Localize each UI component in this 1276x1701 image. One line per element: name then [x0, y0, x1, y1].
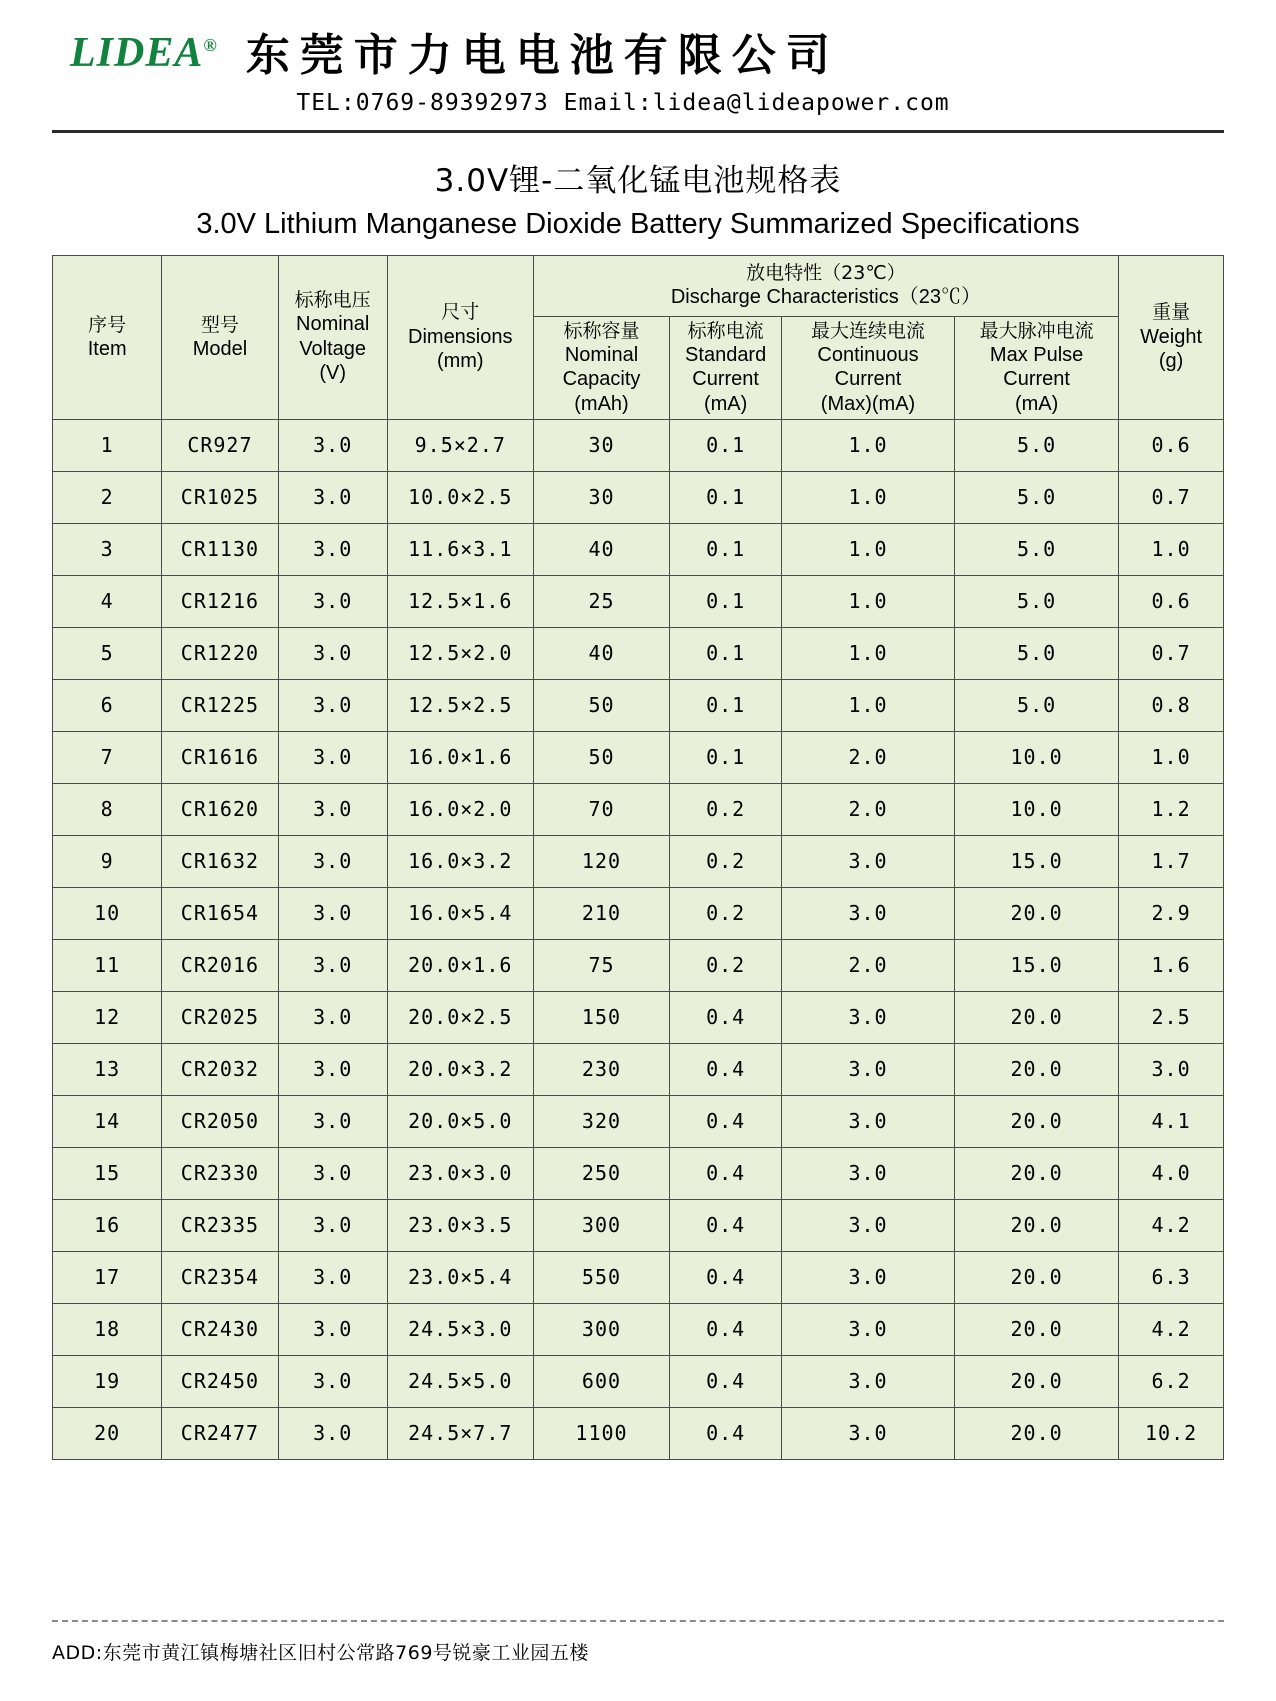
footer-divider	[52, 1620, 1224, 1622]
cell-standard: 0.4	[670, 1303, 782, 1355]
table-row	[53, 783, 1224, 835]
cell-model: CR1616	[162, 731, 278, 783]
cell-item: 13	[53, 1043, 162, 1095]
cell-capacity: 320	[533, 1095, 670, 1147]
cell-item: 16	[53, 1199, 162, 1251]
cell-dimensions: 24.5×5.0	[387, 1355, 533, 1407]
cell-model: CR1632	[162, 835, 278, 887]
cell-voltage: 3.0	[278, 887, 387, 939]
cell-item: 1	[53, 419, 162, 471]
cell-capacity: 300	[533, 1303, 670, 1355]
cell-weight: 0.6	[1119, 419, 1224, 471]
cell-continuous: 3.0	[781, 1303, 954, 1355]
cell-standard: 0.1	[670, 419, 782, 471]
header-pulse-cn: 最大脉冲电流	[979, 319, 1094, 342]
table-body	[53, 419, 1224, 1459]
cell-capacity: 230	[533, 1043, 670, 1095]
cell-dimensions: 16.0×5.4	[387, 887, 533, 939]
cell-continuous: 1.0	[781, 523, 954, 575]
cell-dimensions: 23.0×3.5	[387, 1199, 533, 1251]
table-row	[53, 939, 1224, 991]
cell-continuous: 3.0	[781, 991, 954, 1043]
table-row	[53, 523, 1224, 575]
cell-pulse: 10.0	[955, 731, 1119, 783]
cell-voltage: 3.0	[278, 1199, 387, 1251]
cell-item: 20	[53, 1407, 162, 1459]
header-item-en: Item	[87, 337, 127, 360]
table-row	[53, 1199, 1224, 1251]
company-name-cn: 东莞市力电电池有限公司	[245, 30, 840, 81]
cell-weight: 4.2	[1119, 1199, 1224, 1251]
cell-continuous: 3.0	[781, 1043, 954, 1095]
cell-capacity: 50	[533, 679, 670, 731]
cell-model: CR1654	[162, 887, 278, 939]
table-row	[53, 991, 1224, 1043]
table-row	[53, 1043, 1224, 1095]
table-row	[53, 1303, 1224, 1355]
table-row	[53, 731, 1224, 783]
cell-pulse: 5.0	[955, 523, 1119, 575]
cell-voltage: 3.0	[278, 731, 387, 783]
header-weight	[1119, 256, 1224, 420]
cell-capacity: 40	[533, 627, 670, 679]
cell-item: 8	[53, 783, 162, 835]
cell-capacity: 40	[533, 523, 670, 575]
cell-voltage: 3.0	[278, 783, 387, 835]
table-row	[53, 1251, 1224, 1303]
cell-continuous: 2.0	[781, 939, 954, 991]
cell-voltage: 3.0	[278, 1147, 387, 1199]
header-capacity-en: Nominal Capacity	[562, 343, 641, 391]
cell-dimensions: 23.0×3.0	[387, 1147, 533, 1199]
cell-weight: 10.2	[1119, 1407, 1224, 1459]
cell-model: CR927	[162, 419, 278, 471]
header-weight-cn: 重量	[1152, 301, 1191, 324]
cell-voltage: 3.0	[278, 523, 387, 575]
cell-dimensions: 20.0×3.2	[387, 1043, 533, 1095]
cell-voltage: 3.0	[278, 835, 387, 887]
header-standard-en: Standard Current	[685, 343, 767, 391]
header-continuous-en: Continuous Current	[817, 343, 919, 391]
header-nominal-voltage	[278, 256, 387, 420]
cell-capacity: 550	[533, 1251, 670, 1303]
cell-standard: 0.4	[670, 1095, 782, 1147]
cell-capacity: 210	[533, 887, 670, 939]
cell-weight: 0.6	[1119, 575, 1224, 627]
cell-continuous: 1.0	[781, 679, 954, 731]
cell-pulse: 5.0	[955, 679, 1119, 731]
cell-item: 19	[53, 1355, 162, 1407]
table-row	[53, 471, 1224, 523]
table-row	[53, 575, 1224, 627]
cell-item: 4	[53, 575, 162, 627]
cell-standard: 0.4	[670, 991, 782, 1043]
cell-standard: 0.2	[670, 887, 782, 939]
cell-capacity: 30	[533, 471, 670, 523]
cell-dimensions: 11.6×3.1	[387, 523, 533, 575]
cell-weight: 1.6	[1119, 939, 1224, 991]
table-row	[53, 679, 1224, 731]
header-standard-unit: (mA)	[703, 392, 748, 415]
table-row	[53, 835, 1224, 887]
header-weight-unit: (g)	[1158, 350, 1184, 373]
header-model	[162, 256, 278, 420]
cell-pulse: 20.0	[955, 1355, 1119, 1407]
cell-capacity: 250	[533, 1147, 670, 1199]
cell-item: 12	[53, 991, 162, 1043]
cell-voltage: 3.0	[278, 991, 387, 1043]
cell-item: 7	[53, 731, 162, 783]
cell-voltage: 3.0	[278, 471, 387, 523]
cell-weight: 2.9	[1119, 887, 1224, 939]
cell-capacity: 30	[533, 419, 670, 471]
cell-item: 2	[53, 471, 162, 523]
cell-continuous: 1.0	[781, 471, 954, 523]
cell-continuous: 3.0	[781, 835, 954, 887]
table-row	[53, 887, 1224, 939]
page-header	[52, 0, 1224, 133]
page-title-cn: 3.0V锂-二氧化锰电池规格表	[434, 163, 842, 199]
cell-capacity: 150	[533, 991, 670, 1043]
cell-standard: 0.1	[670, 679, 782, 731]
cell-model: CR2335	[162, 1199, 278, 1251]
cell-capacity: 1100	[533, 1407, 670, 1459]
header-continuous-cn: 最大连续电流	[811, 319, 926, 342]
cell-model: CR2025	[162, 991, 278, 1043]
cell-continuous: 1.0	[781, 419, 954, 471]
cell-standard: 0.2	[670, 939, 782, 991]
cell-item: 15	[53, 1147, 162, 1199]
header-voltage-en: Nominal Voltage	[296, 313, 370, 360]
cell-continuous: 2.0	[781, 731, 954, 783]
cell-model: CR2354	[162, 1251, 278, 1303]
header-dimensions	[387, 256, 533, 420]
cell-item: 18	[53, 1303, 162, 1355]
header-item	[53, 256, 162, 420]
cell-model: CR2032	[162, 1043, 278, 1095]
cell-pulse: 20.0	[955, 1147, 1119, 1199]
table-row	[53, 1095, 1224, 1147]
header-model-en: Model	[192, 337, 248, 360]
cell-continuous: 1.0	[781, 627, 954, 679]
table-row	[53, 419, 1224, 471]
cell-item: 11	[53, 939, 162, 991]
cell-standard: 0.4	[670, 1199, 782, 1251]
table-row	[53, 1407, 1224, 1459]
cell-pulse: 20.0	[955, 887, 1119, 939]
header-discharge-en: Discharge Characteristics（23℃）	[670, 286, 981, 309]
page-title-en: 3.0V Lithium Manganese Dioxide Battery Summarized Specifications	[196, 208, 1080, 240]
cell-weight: 0.7	[1119, 627, 1224, 679]
cell-standard: 0.1	[670, 627, 782, 679]
cell-capacity: 70	[533, 783, 670, 835]
header-model-cn: 型号	[200, 313, 239, 336]
cell-voltage: 3.0	[278, 419, 387, 471]
table-header	[53, 256, 1224, 420]
cell-standard: 0.2	[670, 783, 782, 835]
cell-voltage: 3.0	[278, 575, 387, 627]
cell-pulse: 5.0	[955, 471, 1119, 523]
company-logo	[70, 32, 218, 74]
table-row	[53, 1147, 1224, 1199]
cell-dimensions: 10.0×2.5	[387, 471, 533, 523]
cell-pulse: 20.0	[955, 1095, 1119, 1147]
footer-address: ADD:东莞市黄江镇梅塘社区旧村公常路769号锐豪工业园五楼	[52, 1642, 589, 1664]
cell-pulse: 20.0	[955, 1043, 1119, 1095]
cell-item: 9	[53, 835, 162, 887]
cell-standard: 0.4	[670, 1251, 782, 1303]
header-dimensions-cn: 尺寸	[441, 301, 480, 324]
cell-dimensions: 16.0×3.2	[387, 835, 533, 887]
header-dimensions-unit: (mm)	[436, 350, 484, 373]
cell-dimensions: 12.5×1.6	[387, 575, 533, 627]
page-footer	[52, 1620, 1224, 1665]
cell-item: 6	[53, 679, 162, 731]
cell-dimensions: 24.5×3.0	[387, 1303, 533, 1355]
cell-voltage: 3.0	[278, 1095, 387, 1147]
cell-voltage: 3.0	[278, 679, 387, 731]
header-dimensions-en: Dimensions	[408, 325, 513, 348]
cell-dimensions: 20.0×2.5	[387, 991, 533, 1043]
cell-capacity: 50	[533, 731, 670, 783]
cell-continuous: 3.0	[781, 1095, 954, 1147]
cell-standard: 0.1	[670, 471, 782, 523]
header-item-cn: 序号	[88, 313, 127, 336]
cell-item: 17	[53, 1251, 162, 1303]
cell-pulse: 20.0	[955, 991, 1119, 1043]
cell-standard: 0.1	[670, 731, 782, 783]
cell-standard: 0.4	[670, 1355, 782, 1407]
cell-model: CR2016	[162, 939, 278, 991]
logo-text: LIDEA	[70, 30, 204, 76]
cell-model: CR2330	[162, 1147, 278, 1199]
cell-dimensions: 20.0×1.6	[387, 939, 533, 991]
header-voltage-unit: (V)	[319, 362, 347, 385]
cell-capacity: 300	[533, 1199, 670, 1251]
cell-continuous: 3.0	[781, 1251, 954, 1303]
cell-item: 5	[53, 627, 162, 679]
header-pulse-en: Max Pulse Current	[989, 343, 1084, 391]
header-standard-cn: 标称电流	[687, 319, 764, 342]
cell-weight: 1.0	[1119, 523, 1224, 575]
table-row	[53, 1355, 1224, 1407]
cell-capacity: 120	[533, 835, 670, 887]
cell-weight: 0.8	[1119, 679, 1224, 731]
header-standard-current	[670, 316, 782, 419]
cell-continuous: 2.0	[781, 783, 954, 835]
header-capacity-cn: 标称容量	[563, 319, 640, 342]
cell-voltage: 3.0	[278, 1407, 387, 1459]
cell-weight: 2.5	[1119, 991, 1224, 1043]
cell-standard: 0.4	[670, 1043, 782, 1095]
cell-dimensions: 9.5×2.7	[387, 419, 533, 471]
cell-model: CR2450	[162, 1355, 278, 1407]
cell-standard: 0.4	[670, 1407, 782, 1459]
cell-dimensions: 16.0×1.6	[387, 731, 533, 783]
cell-standard: 0.4	[670, 1147, 782, 1199]
cell-voltage: 3.0	[278, 627, 387, 679]
header-weight-en: Weight	[1140, 325, 1203, 348]
cell-weight: 6.2	[1119, 1355, 1224, 1407]
cell-model: CR1130	[162, 523, 278, 575]
cell-pulse: 15.0	[955, 835, 1119, 887]
cell-continuous: 1.0	[781, 575, 954, 627]
cell-standard: 0.2	[670, 835, 782, 887]
cell-dimensions: 24.5×7.7	[387, 1407, 533, 1459]
cell-weight: 3.0	[1119, 1043, 1224, 1095]
cell-weight: 6.3	[1119, 1251, 1224, 1303]
cell-model: CR2430	[162, 1303, 278, 1355]
header-divider	[52, 130, 1224, 133]
cell-pulse: 20.0	[955, 1303, 1119, 1355]
header-continuous-unit: (Max)(mA)	[820, 392, 916, 415]
cell-capacity: 600	[533, 1355, 670, 1407]
header-nominal-capacity	[533, 316, 670, 419]
cell-voltage: 3.0	[278, 1303, 387, 1355]
cell-dimensions: 12.5×2.5	[387, 679, 533, 731]
header-capacity-unit: (mAh)	[574, 392, 629, 415]
cell-standard: 0.1	[670, 523, 782, 575]
cell-weight: 1.7	[1119, 835, 1224, 887]
cell-continuous: 3.0	[781, 887, 954, 939]
cell-pulse: 10.0	[955, 783, 1119, 835]
cell-voltage: 3.0	[278, 1355, 387, 1407]
cell-weight: 4.2	[1119, 1303, 1224, 1355]
cell-voltage: 3.0	[278, 1043, 387, 1095]
cell-capacity: 25	[533, 575, 670, 627]
cell-pulse: 5.0	[955, 627, 1119, 679]
cell-pulse: 15.0	[955, 939, 1119, 991]
cell-model: CR1620	[162, 783, 278, 835]
cell-pulse: 5.0	[955, 419, 1119, 471]
cell-item: 14	[53, 1095, 162, 1147]
cell-pulse: 20.0	[955, 1407, 1119, 1459]
cell-standard: 0.1	[670, 575, 782, 627]
header-voltage-cn: 标称电压	[294, 289, 371, 312]
cell-dimensions: 16.0×2.0	[387, 783, 533, 835]
cell-dimensions: 12.5×2.0	[387, 627, 533, 679]
cell-weight: 0.7	[1119, 471, 1224, 523]
cell-capacity: 75	[533, 939, 670, 991]
header-brand-row	[52, 30, 1224, 81]
header-contact-line: TEL:0769-89392973 Email:lidea@lideapower.com	[296, 90, 950, 116]
cell-continuous: 3.0	[781, 1147, 954, 1199]
cell-model: CR1225	[162, 679, 278, 731]
cell-voltage: 3.0	[278, 1251, 387, 1303]
cell-pulse: 20.0	[955, 1199, 1119, 1251]
header-max-pulse-current	[955, 316, 1119, 419]
cell-pulse: 5.0	[955, 575, 1119, 627]
header-discharge-cn: 放电特性（23℃）	[746, 262, 906, 284]
table-row	[53, 627, 1224, 679]
cell-voltage: 3.0	[278, 939, 387, 991]
header-continuous-current	[781, 316, 954, 419]
cell-continuous: 3.0	[781, 1199, 954, 1251]
table-header-row-1	[53, 256, 1224, 317]
header-pulse-unit: (mA)	[1014, 392, 1059, 415]
cell-dimensions: 23.0×5.4	[387, 1251, 533, 1303]
cell-weight: 4.1	[1119, 1095, 1224, 1147]
cell-model: CR1216	[162, 575, 278, 627]
cell-weight: 1.0	[1119, 731, 1224, 783]
cell-dimensions: 20.0×5.0	[387, 1095, 533, 1147]
cell-model: CR2050	[162, 1095, 278, 1147]
header-discharge-characteristics	[533, 256, 1118, 317]
cell-model: CR2477	[162, 1407, 278, 1459]
battery-specification-table	[52, 255, 1224, 1460]
cell-continuous: 3.0	[781, 1407, 954, 1459]
cell-model: CR1220	[162, 627, 278, 679]
cell-weight: 4.0	[1119, 1147, 1224, 1199]
registered-trademark-icon: ®	[203, 35, 218, 55]
cell-model: CR1025	[162, 471, 278, 523]
cell-item: 3	[53, 523, 162, 575]
cell-continuous: 3.0	[781, 1355, 954, 1407]
cell-item: 10	[53, 887, 162, 939]
cell-pulse: 20.0	[955, 1251, 1119, 1303]
cell-weight: 1.2	[1119, 783, 1224, 835]
